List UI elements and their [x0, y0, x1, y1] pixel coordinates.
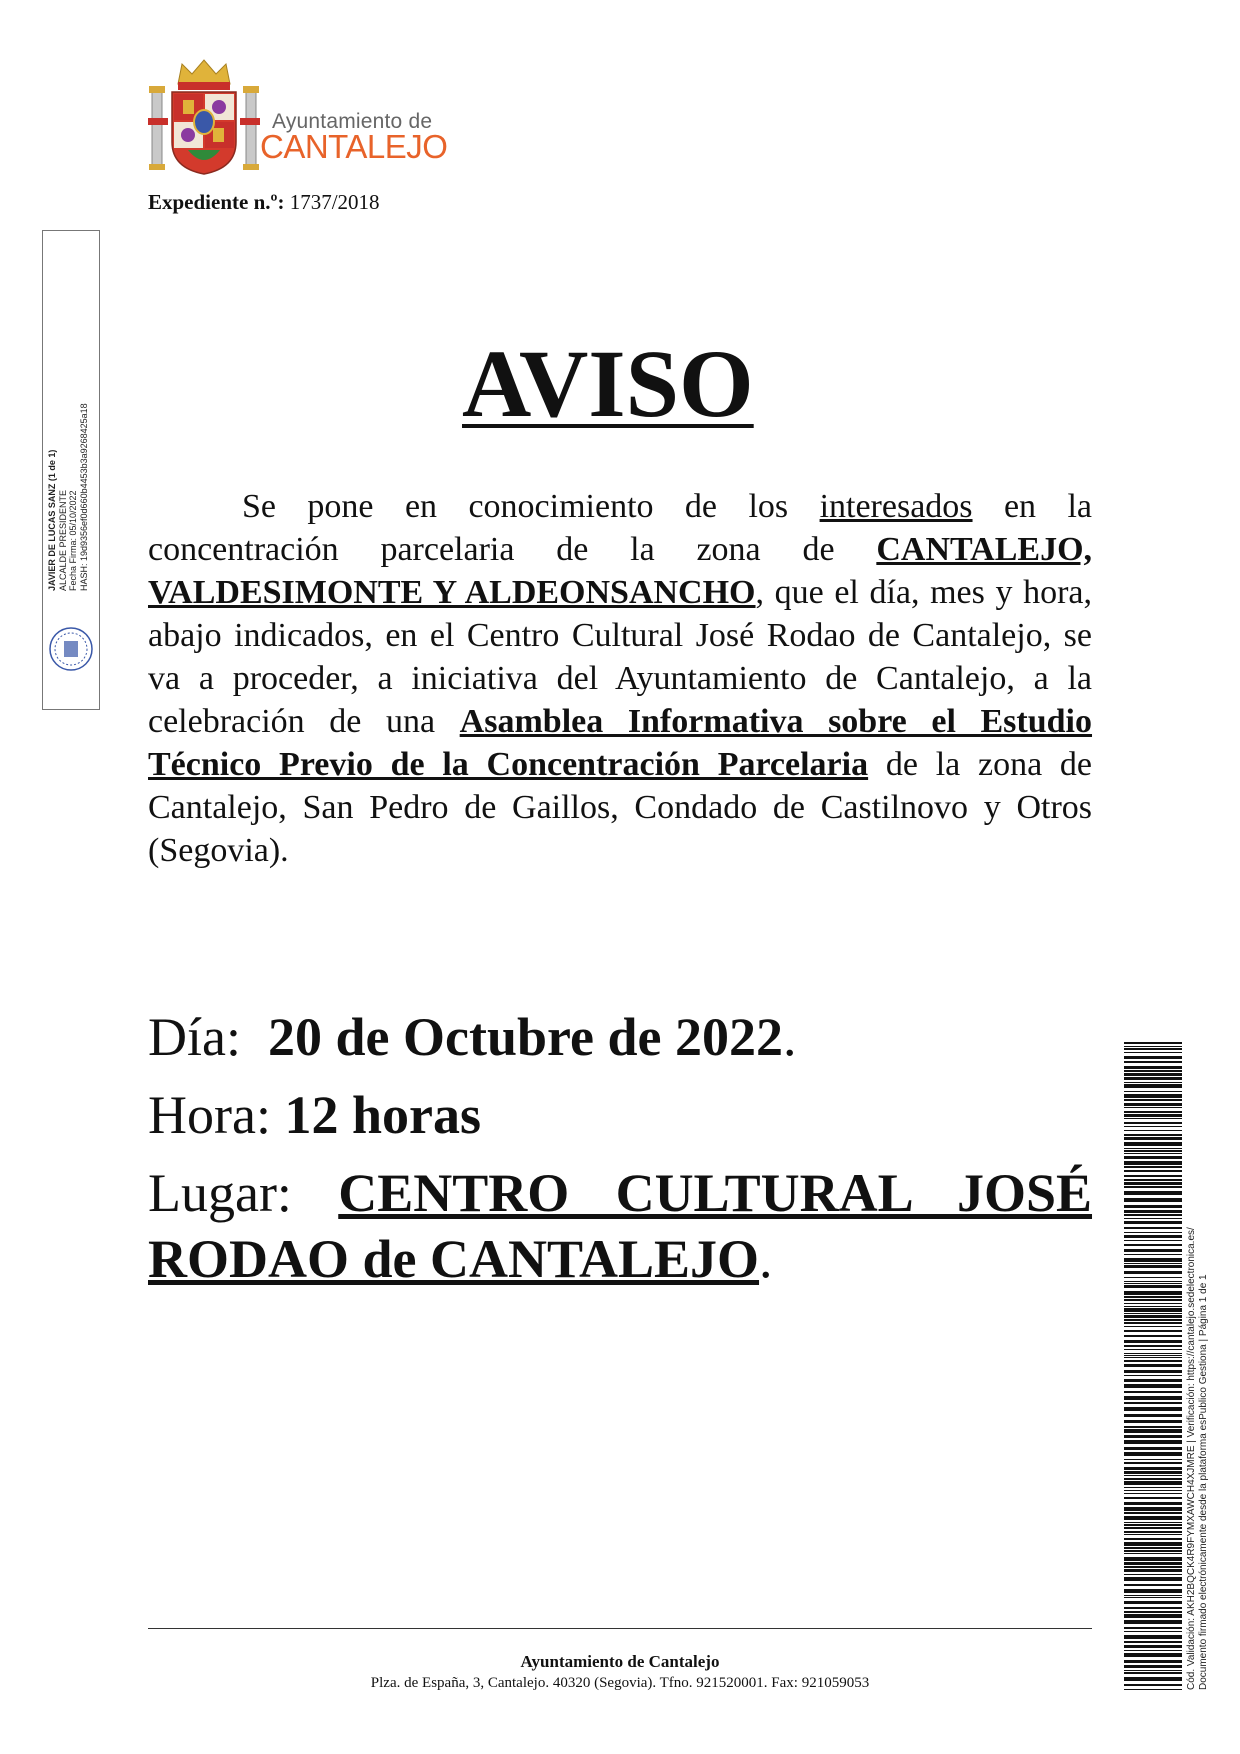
- body-interested: interesados: [819, 488, 973, 525]
- signer-role: ALCALDE PRESIDENTE: [57, 489, 68, 591]
- body-zone-names: CANTALEJO, VALDESIMONTE Y ALDEONSANCHO: [148, 531, 1093, 611]
- footer-name: Ayuntamiento de Cantalejo: [520, 1652, 720, 1671]
- footer-address: Plza. de España, 3, Cantalejo. 40320 (Segovia). Tfno. 921520001. Fax: 921059053: [370, 1675, 870, 1691]
- barcode-icon: [1124, 1042, 1182, 1690]
- validation-line-1: Cód. Validación: AKH2BQCK4R9FYMXAWCH4XJMRE | Verificación: https://cantalejo.sedelectronica.es/: [1186, 1227, 1197, 1690]
- footer-divider: [148, 1628, 1092, 1629]
- body-part-5: , que el día, mes y hora, abajo indicados, en el Centro Cultural José Rodao de Cantalejo, se va a proceder, a iniciativa del Ayuntamiento de Cantalejo, a la celebración de una: [148, 574, 1092, 740]
- file-number-label: Expediente n.º:: [148, 190, 285, 214]
- signature-date: Fecha Firma: 05/10/2022: [68, 490, 78, 591]
- body-part-3: en la concentración parcelaria de la zona de: [148, 488, 1093, 568]
- body-part-7: de la zona de Cantalejo, San Pedro de Gaillos, Condado de Castilnovo y Otros (Segovia).: [148, 746, 1093, 869]
- time-value: 12 horas: [284, 1085, 481, 1145]
- day-value: 20 de Octubre de 2022: [267, 1007, 783, 1067]
- file-number: [148, 190, 380, 215]
- municipal-logo: [148, 58, 448, 176]
- body-assembly: Asamblea Informativa sobre el Estudio Técnico Previo de la Concentración Parcelaria: [148, 703, 1093, 783]
- page-title: AVISO: [462, 330, 754, 437]
- logo-text-line1: Ayuntamiento de: [272, 110, 433, 133]
- place-value: CENTRO CULTURAL JOSÉ RODAO de CANTALEJO: [148, 1163, 1093, 1289]
- signature-box: [42, 230, 100, 710]
- coat-of-arms-icon: [148, 58, 260, 176]
- seal-icon: [47, 625, 95, 673]
- detail-place: Lugar: CENTRO CULTURAL JOSÉ RODAO de CANTALEJO.: [148, 1163, 1093, 1289]
- signer-name: JAVIER DE LUCAS SANZ (1 de 1): [47, 449, 57, 591]
- validation-line-2: Documento firmado electrónicamente desde la plataforma esPublico Gestiona | Página 1 de 1: [1198, 1274, 1209, 1690]
- place-label: Lugar:: [148, 1163, 292, 1223]
- logo-text-line2: CANTALEJO: [260, 128, 448, 165]
- body-part-1: Se pone en conocimiento de los: [242, 488, 789, 525]
- detail-day: Día: 20 de Octubre de 2022.: [148, 1007, 797, 1067]
- detail-time: [148, 1084, 481, 1146]
- signature-hash: HASH: 19d9356ef0d660b4453b3a9268425a18: [78, 403, 89, 591]
- signature-text: [47, 231, 89, 591]
- time-label: Hora:: [148, 1085, 271, 1145]
- day-label: Día:: [148, 1007, 241, 1067]
- file-number-value: 1737/2018: [289, 190, 380, 214]
- validation-text: [1186, 1030, 1210, 1690]
- notice-body: [148, 485, 1092, 872]
